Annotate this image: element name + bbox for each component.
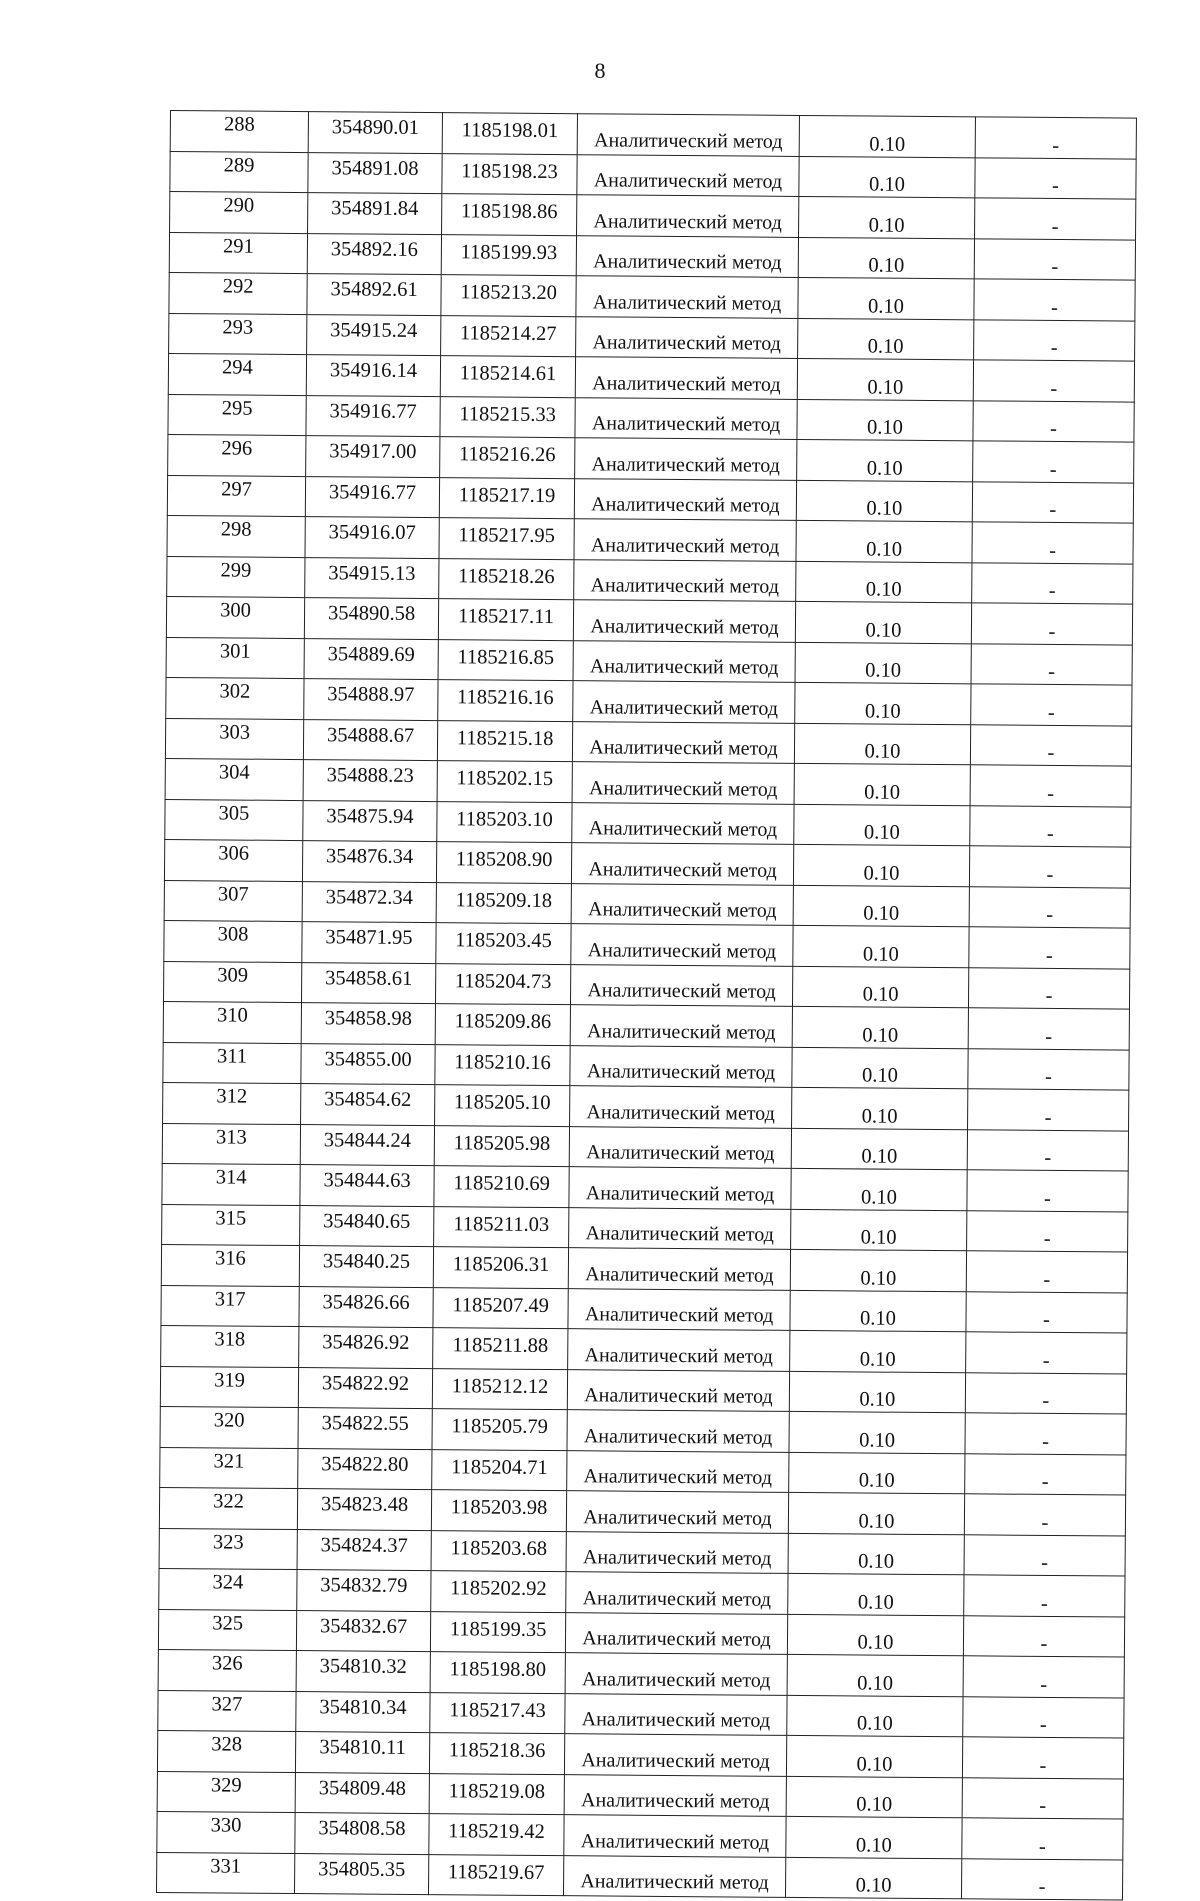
- method-cell: Аналитический метод: [565, 1653, 787, 1695]
- y-coordinate-cell: 1185210.16: [435, 1044, 570, 1086]
- method-cell: Аналитический метод: [568, 1288, 790, 1330]
- description-cell: -: [970, 765, 1131, 807]
- point-number-cell: 304: [165, 758, 303, 800]
- point-number-cell: 298: [167, 515, 305, 557]
- x-coordinate-cell: 354890.01: [308, 112, 442, 154]
- method-cell: Аналитический метод: [573, 640, 795, 682]
- method-cell: Аналитический метод: [577, 154, 799, 196]
- accuracy-cell: 0.10: [794, 763, 970, 805]
- x-coordinate-cell: 354810.34: [296, 1691, 430, 1733]
- x-coordinate-cell: 354872.34: [302, 881, 436, 923]
- point-number-cell: 295: [168, 394, 306, 436]
- y-coordinate-cell: 1185205.79: [432, 1409, 567, 1451]
- accuracy-cell: 0.10: [791, 1209, 967, 1251]
- description-cell: -: [964, 1534, 1125, 1576]
- accuracy-cell: 0.10: [794, 804, 970, 846]
- description-cell: -: [962, 1777, 1123, 1819]
- point-number-cell: 316: [161, 1244, 299, 1286]
- point-number-cell: 322: [159, 1487, 297, 1529]
- method-cell: Аналитический метод: [576, 235, 798, 277]
- y-coordinate-cell: 1185199.35: [430, 1611, 565, 1653]
- accuracy-cell: 0.10: [794, 723, 970, 765]
- method-cell: Аналитический метод: [575, 357, 797, 399]
- point-number-cell: 327: [158, 1690, 296, 1732]
- point-number-cell: 289: [170, 151, 308, 193]
- x-coordinate-cell: 354824.37: [297, 1529, 431, 1571]
- x-coordinate-cell: 354871.95: [302, 922, 436, 964]
- y-coordinate-cell: 1185217.11: [438, 599, 573, 641]
- x-coordinate-cell: 354810.32: [296, 1651, 430, 1693]
- description-cell: -: [972, 522, 1133, 564]
- method-cell: Аналитический метод: [573, 600, 795, 642]
- x-coordinate-cell: 354822.80: [298, 1448, 432, 1490]
- page-number: 8: [594, 58, 606, 83]
- x-coordinate-cell: 354888.23: [303, 760, 437, 802]
- y-coordinate-cell: 1185203.98: [431, 1490, 566, 1532]
- accuracy-cell: 0.10: [792, 1087, 968, 1129]
- y-coordinate-cell: 1185198.80: [430, 1652, 565, 1694]
- y-coordinate-cell: 1185202.15: [437, 761, 572, 803]
- accuracy-cell: 0.10: [796, 520, 972, 562]
- point-number-cell: 313: [162, 1123, 300, 1165]
- accuracy-cell: 0.10: [797, 358, 973, 400]
- description-cell: -: [968, 1008, 1129, 1050]
- accuracy-cell: 0.10: [789, 1411, 965, 1453]
- y-coordinate-cell: 1185218.26: [439, 558, 574, 600]
- accuracy-cell: 0.10: [790, 1330, 966, 1372]
- accuracy-cell: 0.10: [796, 480, 972, 522]
- method-cell: Аналитический метод: [571, 924, 793, 966]
- method-cell: Аналитический метод: [565, 1612, 787, 1654]
- method-cell: Аналитический метод: [571, 883, 793, 925]
- point-number-cell: 293: [169, 313, 307, 355]
- description-cell: -: [973, 360, 1134, 402]
- x-coordinate-cell: 354892.16: [307, 233, 441, 275]
- accuracy-cell: 0.10: [792, 1047, 968, 1089]
- method-cell: Аналитический метод: [566, 1491, 788, 1533]
- accuracy-cell: 0.10: [791, 1128, 967, 1170]
- x-coordinate-cell: 354810.11: [295, 1732, 429, 1774]
- description-cell: -: [972, 562, 1133, 604]
- y-coordinate-cell: 1185217.19: [439, 477, 574, 519]
- description-cell: -: [961, 1858, 1122, 1900]
- method-cell: Аналитический метод: [572, 721, 794, 763]
- description-cell: -: [965, 1372, 1126, 1414]
- point-number-cell: 326: [158, 1649, 296, 1691]
- point-number-cell: 329: [157, 1771, 295, 1813]
- method-cell: Аналитический метод: [575, 397, 797, 439]
- accuracy-cell: 0.10: [787, 1695, 963, 1737]
- method-cell: Аналитический метод: [568, 1248, 790, 1290]
- accuracy-cell: 0.10: [790, 1290, 966, 1332]
- x-coordinate-cell: 354808.58: [295, 1813, 429, 1855]
- method-cell: Аналитический метод: [570, 1005, 792, 1047]
- y-coordinate-cell: 1185212.12: [432, 1368, 567, 1410]
- method-cell: Аналитический метод: [572, 802, 794, 844]
- y-coordinate-cell: 1185214.61: [440, 356, 575, 398]
- y-coordinate-cell: 1185211.03: [434, 1206, 569, 1248]
- description-cell: -: [969, 886, 1130, 928]
- point-number-cell: 317: [161, 1285, 299, 1327]
- accuracy-cell: 0.10: [798, 318, 974, 360]
- x-coordinate-cell: 354916.77: [305, 476, 439, 518]
- x-coordinate-cell: 354844.63: [300, 1165, 434, 1207]
- y-coordinate-cell: 1185210.69: [434, 1166, 569, 1208]
- x-coordinate-cell: 354891.08: [308, 152, 442, 194]
- method-cell: Аналитический метод: [565, 1693, 787, 1735]
- method-cell: Аналитический метод: [574, 519, 796, 561]
- accuracy-cell: 0.10: [788, 1492, 964, 1534]
- x-coordinate-cell: 354822.92: [298, 1367, 432, 1409]
- y-coordinate-cell: 1185198.86: [442, 194, 577, 236]
- y-coordinate-cell: 1185215.18: [437, 720, 572, 762]
- accuracy-cell: 0.10: [792, 966, 968, 1008]
- accuracy-cell: 0.10: [790, 1249, 966, 1291]
- accuracy-cell: 0.10: [799, 115, 975, 157]
- point-number-cell: 320: [160, 1406, 298, 1448]
- x-coordinate-cell: 354854.62: [301, 1084, 435, 1126]
- method-cell: Аналитический метод: [576, 276, 798, 318]
- description-cell: -: [975, 198, 1136, 240]
- x-coordinate-cell: 354875.94: [303, 800, 437, 842]
- x-coordinate-cell: 354840.25: [299, 1246, 433, 1288]
- description-cell: -: [970, 724, 1131, 766]
- description-cell: -: [975, 157, 1136, 199]
- y-coordinate-cell: 1185217.95: [439, 518, 574, 560]
- description-cell: -: [967, 1170, 1128, 1212]
- accuracy-cell: 0.10: [792, 1006, 968, 1048]
- y-coordinate-cell: 1185198.01: [442, 113, 577, 155]
- accuracy-cell: 0.10: [795, 601, 971, 643]
- description-cell: -: [969, 846, 1130, 888]
- method-cell: Аналитический метод: [569, 1167, 791, 1209]
- description-cell: -: [964, 1575, 1125, 1617]
- point-number-cell: 306: [164, 839, 302, 881]
- x-coordinate-cell: 354855.00: [301, 1043, 435, 1085]
- method-cell: Аналитический метод: [569, 1207, 791, 1249]
- accuracy-cell: 0.10: [786, 1776, 962, 1818]
- y-coordinate-cell: 1185218.36: [429, 1733, 564, 1775]
- method-cell: Аналитический метод: [564, 1774, 786, 1816]
- coordinates-table-body: [157, 111, 1137, 1901]
- x-coordinate-cell: 354916.14: [306, 355, 440, 397]
- method-cell: Аналитический метод: [577, 114, 799, 156]
- x-coordinate-cell: 354805.35: [294, 1853, 428, 1895]
- method-cell: Аналитический метод: [569, 1126, 791, 1168]
- y-coordinate-cell: 1185203.68: [431, 1530, 566, 1572]
- accuracy-cell: 0.10: [793, 844, 969, 886]
- accuracy-cell: 0.10: [791, 1168, 967, 1210]
- description-cell: -: [964, 1494, 1125, 1536]
- y-coordinate-cell: 1185215.33: [440, 396, 575, 438]
- accuracy-cell: 0.10: [788, 1573, 964, 1615]
- point-number-cell: 301: [166, 637, 304, 679]
- point-number-cell: 288: [170, 111, 308, 153]
- accuracy-cell: 0.10: [793, 925, 969, 967]
- description-cell: -: [963, 1656, 1124, 1698]
- description-cell: -: [966, 1251, 1127, 1293]
- method-cell: Аналитический метод: [567, 1369, 789, 1411]
- method-cell: Аналитический метод: [574, 559, 796, 601]
- y-coordinate-cell: 1185208.90: [436, 842, 571, 884]
- method-cell: Аналитический метод: [564, 1734, 786, 1776]
- accuracy-cell: 0.10: [788, 1533, 964, 1575]
- description-cell: -: [965, 1413, 1126, 1455]
- y-coordinate-cell: 1185209.18: [436, 882, 571, 924]
- description-cell: -: [973, 441, 1134, 483]
- description-cell: -: [975, 117, 1136, 159]
- accuracy-cell: 0.10: [787, 1654, 963, 1696]
- method-cell: Аналитический метод: [566, 1531, 788, 1573]
- description-cell: -: [972, 481, 1133, 523]
- point-number-cell: 312: [163, 1082, 301, 1124]
- accuracy-cell: 0.10: [795, 642, 971, 684]
- y-coordinate-cell: 1185213.20: [441, 275, 576, 317]
- x-coordinate-cell: 354917.00: [306, 436, 440, 478]
- x-coordinate-cell: 354892.61: [307, 274, 441, 316]
- y-coordinate-cell: 1185206.31: [433, 1247, 568, 1289]
- point-number-cell: 324: [159, 1568, 297, 1610]
- method-cell: Аналитический метод: [570, 1086, 792, 1128]
- y-coordinate-cell: 1185205.10: [435, 1085, 570, 1127]
- point-number-cell: 292: [169, 272, 307, 314]
- y-coordinate-cell: 1185219.67: [428, 1854, 563, 1896]
- point-number-cell: 321: [160, 1447, 298, 1489]
- point-number-cell: 309: [163, 961, 301, 1003]
- description-cell: -: [963, 1696, 1124, 1738]
- method-cell: Аналитический метод: [567, 1450, 789, 1492]
- y-coordinate-cell: 1185216.85: [438, 639, 573, 681]
- coordinates-table: [156, 110, 1137, 1901]
- point-number-cell: 302: [166, 677, 304, 719]
- method-cell: Аналитический метод: [577, 195, 799, 237]
- accuracy-cell: 0.10: [793, 885, 969, 927]
- method-cell: Аналитический метод: [570, 1045, 792, 1087]
- y-coordinate-cell: 1185204.73: [435, 963, 570, 1005]
- description-cell: -: [974, 279, 1135, 321]
- y-coordinate-cell: 1185211.88: [433, 1328, 568, 1370]
- y-coordinate-cell: 1185209.86: [435, 1004, 570, 1046]
- point-number-cell: 308: [164, 920, 302, 962]
- description-cell: -: [968, 967, 1129, 1009]
- description-cell: -: [971, 643, 1132, 685]
- accuracy-cell: 0.10: [796, 561, 972, 603]
- x-coordinate-cell: 354889.69: [304, 638, 438, 680]
- point-number-cell: 330: [157, 1811, 295, 1853]
- description-cell: -: [967, 1129, 1128, 1171]
- description-cell: -: [966, 1332, 1127, 1374]
- description-cell: -: [968, 1048, 1129, 1090]
- method-cell: Аналитический метод: [566, 1572, 788, 1614]
- accuracy-cell: 0.10: [789, 1452, 965, 1494]
- point-number-cell: 318: [161, 1325, 299, 1367]
- description-cell: -: [962, 1737, 1123, 1779]
- x-coordinate-cell: 354822.55: [298, 1408, 432, 1450]
- description-cell: -: [967, 1210, 1128, 1252]
- y-coordinate-cell: 1185199.93: [441, 234, 576, 276]
- x-coordinate-cell: 354858.98: [301, 1003, 435, 1045]
- description-cell: -: [974, 238, 1135, 280]
- accuracy-cell: 0.10: [789, 1371, 965, 1413]
- x-coordinate-cell: 354832.79: [297, 1570, 431, 1612]
- point-number-cell: 311: [163, 1042, 301, 1084]
- y-coordinate-cell: 1185205.98: [434, 1125, 569, 1167]
- y-coordinate-cell: 1185219.42: [429, 1814, 564, 1856]
- method-cell: Аналитический метод: [567, 1410, 789, 1452]
- x-coordinate-cell: 354826.66: [299, 1286, 433, 1328]
- method-cell: Аналитический метод: [571, 843, 793, 885]
- accuracy-cell: 0.10: [785, 1857, 961, 1899]
- description-cell: -: [974, 319, 1135, 361]
- method-cell: Аналитический метод: [576, 316, 798, 358]
- y-coordinate-cell: 1185203.10: [437, 801, 572, 843]
- point-number-cell: 303: [165, 718, 303, 760]
- accuracy-cell: 0.10: [798, 237, 974, 279]
- accuracy-cell: 0.10: [786, 1735, 962, 1777]
- point-number-cell: 305: [165, 799, 303, 841]
- method-cell: Аналитический метод: [570, 964, 792, 1006]
- point-number-cell: 291: [169, 232, 307, 274]
- description-cell: -: [963, 1615, 1124, 1657]
- y-coordinate-cell: 1185203.45: [436, 923, 571, 965]
- y-coordinate-cell: 1185216.16: [438, 680, 573, 722]
- description-cell: -: [973, 400, 1134, 442]
- x-coordinate-cell: 354888.97: [304, 679, 438, 721]
- point-number-cell: 328: [157, 1730, 295, 1772]
- description-cell: -: [965, 1453, 1126, 1495]
- y-coordinate-cell: 1185214.27: [441, 315, 576, 357]
- y-coordinate-cell: 1185217.43: [430, 1692, 565, 1734]
- x-coordinate-cell: 354826.92: [299, 1327, 433, 1369]
- accuracy-cell: 0.10: [786, 1816, 962, 1858]
- x-coordinate-cell: 354891.84: [308, 193, 442, 235]
- y-coordinate-cell: 1185207.49: [433, 1287, 568, 1329]
- point-number-cell: 319: [160, 1366, 298, 1408]
- y-coordinate-cell: 1185216.26: [440, 437, 575, 479]
- y-coordinate-cell: 1185202.92: [431, 1571, 566, 1613]
- method-cell: Аналитический метод: [573, 681, 795, 723]
- point-number-cell: 294: [168, 353, 306, 395]
- point-number-cell: 325: [158, 1609, 296, 1651]
- method-cell: Аналитический метод: [564, 1815, 786, 1857]
- table-row: [157, 1852, 1123, 1900]
- point-number-cell: 310: [163, 1001, 301, 1043]
- x-coordinate-cell: 354858.61: [301, 962, 435, 1004]
- point-number-cell: 307: [164, 880, 302, 922]
- point-number-cell: 296: [168, 434, 306, 476]
- point-number-cell: 297: [167, 475, 305, 517]
- x-coordinate-cell: 354840.65: [300, 1205, 434, 1247]
- x-coordinate-cell: 354915.13: [305, 557, 439, 599]
- method-cell: Аналитический метод: [574, 478, 796, 520]
- point-number-cell: 323: [159, 1528, 297, 1570]
- x-coordinate-cell: 354823.48: [297, 1489, 431, 1531]
- accuracy-cell: 0.10: [799, 196, 975, 238]
- description-cell: -: [962, 1818, 1123, 1860]
- accuracy-cell: 0.10: [795, 682, 971, 724]
- method-cell: Аналитический метод: [572, 762, 794, 804]
- y-coordinate-cell: 1185198.23: [442, 153, 577, 195]
- method-cell: Аналитический метод: [575, 438, 797, 480]
- y-coordinate-cell: 1185219.08: [429, 1773, 564, 1815]
- accuracy-cell: 0.10: [799, 156, 975, 198]
- description-cell: -: [970, 805, 1131, 847]
- description-cell: -: [969, 927, 1130, 969]
- accuracy-cell: 0.10: [797, 439, 973, 481]
- y-coordinate-cell: 1185204.71: [432, 1449, 567, 1491]
- accuracy-cell: 0.10: [798, 277, 974, 319]
- accuracy-cell: 0.10: [797, 399, 973, 441]
- x-coordinate-cell: 354832.67: [296, 1610, 430, 1652]
- point-number-cell: 315: [162, 1204, 300, 1246]
- x-coordinate-cell: 354916.07: [305, 517, 439, 559]
- x-coordinate-cell: 354876.34: [302, 841, 436, 883]
- point-number-cell: 314: [162, 1163, 300, 1205]
- description-cell: -: [968, 1089, 1129, 1131]
- x-coordinate-cell: 354844.24: [300, 1124, 434, 1166]
- point-number-cell: 290: [170, 192, 308, 234]
- point-number-cell: 331: [157, 1852, 295, 1894]
- x-coordinate-cell: 354916.77: [306, 395, 440, 437]
- description-cell: -: [971, 684, 1132, 726]
- method-cell: Аналитический метод: [568, 1329, 790, 1371]
- description-cell: -: [966, 1291, 1127, 1333]
- x-coordinate-cell: 354809.48: [295, 1772, 429, 1814]
- description-cell: -: [971, 603, 1132, 645]
- point-number-cell: 299: [167, 556, 305, 598]
- x-coordinate-cell: 354888.67: [303, 719, 437, 761]
- x-coordinate-cell: 354915.24: [307, 314, 441, 356]
- x-coordinate-cell: 354890.58: [304, 598, 438, 640]
- point-number-cell: 300: [166, 596, 304, 638]
- method-cell: Аналитический метод: [563, 1855, 785, 1897]
- accuracy-cell: 0.10: [787, 1614, 963, 1656]
